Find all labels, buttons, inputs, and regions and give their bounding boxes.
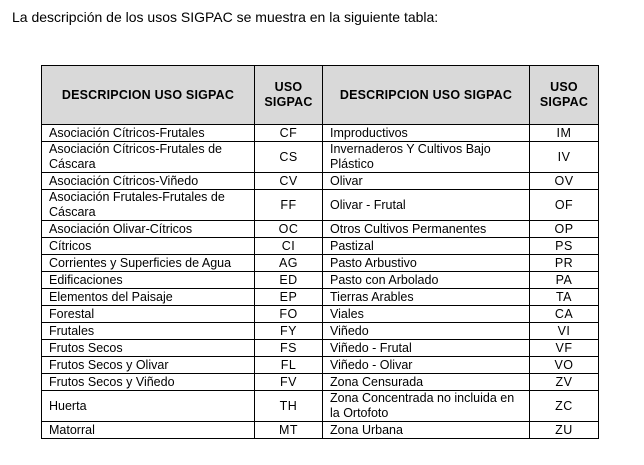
right-description-cell: Otros Cultivos Permanentes [323, 221, 530, 238]
right-code-cell: VF [530, 340, 599, 357]
header-code-right [530, 66, 599, 125]
table-row [42, 340, 599, 357]
header-code-line1: USO [550, 80, 578, 94]
right-description-cell: Olivar - Frutal [323, 190, 530, 221]
right-code-cell: VI [530, 323, 599, 340]
left-description-cell: Asociación Cítricos-Viñedo [42, 173, 255, 190]
right-code-cell: ZC [530, 391, 599, 422]
right-code-cell: IV [530, 142, 599, 173]
table-row [42, 221, 599, 238]
header-code-left [255, 66, 323, 125]
left-code-cell: FF [255, 190, 323, 221]
header-code-line1: USO [274, 80, 303, 94]
left-code-cell: FO [255, 306, 323, 323]
left-description-cell: Asociación Cítricos-Frutales [42, 125, 255, 142]
left-code-cell: FS [255, 340, 323, 357]
left-code-cell: OC [255, 221, 323, 238]
table-row [42, 323, 599, 340]
left-description-cell: Huerta [42, 391, 255, 422]
right-description-cell: Pasto Arbustivo [323, 255, 530, 272]
left-code-cell: FY [255, 323, 323, 340]
intro-text: La descripción de los usos SIGPAC se muestra en la siguiente tabla: [12, 9, 439, 25]
right-description-cell: Tierras Arables [323, 289, 530, 306]
right-code-cell: VO [530, 357, 599, 374]
table-row [42, 238, 599, 255]
table-row [42, 422, 599, 439]
right-code-cell: TA [530, 289, 599, 306]
right-code-cell: PA [530, 272, 599, 289]
table-row [42, 374, 599, 391]
left-code-cell: ED [255, 272, 323, 289]
right-code-cell: OF [530, 190, 599, 221]
left-description-cell: Asociación Olivar-Cítricos [42, 221, 255, 238]
left-code-cell: TH [255, 391, 323, 422]
right-description-cell: Viñedo - Frutal [323, 340, 530, 357]
left-description-cell: Frutos Secos y Olivar [42, 357, 255, 374]
table-row [42, 289, 599, 306]
table-row [42, 357, 599, 374]
header-description-left: DESCRIPCION USO SIGPAC [42, 66, 255, 125]
right-code-cell: ZU [530, 422, 599, 439]
table-header-row [42, 66, 599, 125]
left-description-cell: Edificaciones [42, 272, 255, 289]
table-row [42, 272, 599, 289]
left-description-cell: Elementos del Paisaje [42, 289, 255, 306]
left-code-cell: CS [255, 142, 323, 173]
right-code-cell: CA [530, 306, 599, 323]
left-description-cell: Matorral [42, 422, 255, 439]
right-description-cell: Pastizal [323, 238, 530, 255]
left-code-cell: EP [255, 289, 323, 306]
right-code-cell: IM [530, 125, 599, 142]
right-description-cell: Invernaderos Y Cultivos Bajo Plástico [323, 142, 530, 173]
sigpac-uses-table [41, 65, 599, 439]
table-row [42, 306, 599, 323]
left-description-cell: Cítricos [42, 238, 255, 255]
left-code-cell: MT [255, 422, 323, 439]
table-row [42, 125, 599, 142]
right-description-cell: Improductivos [323, 125, 530, 142]
table-row [42, 391, 599, 422]
table-body [42, 125, 599, 439]
right-code-cell: OP [530, 221, 599, 238]
left-code-cell: FV [255, 374, 323, 391]
header-description-right: DESCRIPCION USO SIGPAC [323, 66, 530, 125]
right-description-cell: Viñedo - Olivar [323, 357, 530, 374]
table-row [42, 255, 599, 272]
right-description-cell: Viales [323, 306, 530, 323]
right-description-cell: Viñedo [323, 323, 530, 340]
header-code-line2: SIGPAC [539, 95, 589, 109]
right-code-cell: PR [530, 255, 599, 272]
right-description-cell: Pasto con Arbolado [323, 272, 530, 289]
left-code-cell: AG [255, 255, 323, 272]
right-description-cell: Olivar [323, 173, 530, 190]
left-description-cell: Forestal [42, 306, 255, 323]
right-description-cell: Zona Urbana [323, 422, 530, 439]
left-description-cell: Corrientes y Superficies de Agua [42, 255, 255, 272]
table-row [42, 190, 599, 221]
right-code-cell: ZV [530, 374, 599, 391]
left-description-cell: Frutos Secos [42, 340, 255, 357]
left-code-cell: CV [255, 173, 323, 190]
right-description-cell: Zona Censurada [323, 374, 530, 391]
right-description-cell: Zona Concentrada no incluida en la Ortofoto [323, 391, 530, 422]
left-description-cell: Frutos Secos y Viñedo [42, 374, 255, 391]
left-code-cell: FL [255, 357, 323, 374]
left-code-cell: CF [255, 125, 323, 142]
table-row [42, 173, 599, 190]
left-description-cell: Asociación Frutales-Frutales de Cáscara [42, 190, 255, 221]
left-description-cell: Frutales [42, 323, 255, 340]
left-code-cell: CI [255, 238, 323, 255]
table-row [42, 142, 599, 173]
right-code-cell: OV [530, 173, 599, 190]
left-description-cell: Asociación Cítricos-Frutales de Cáscara [42, 142, 255, 173]
header-code-line2: SIGPAC [264, 95, 313, 109]
right-code-cell: PS [530, 238, 599, 255]
